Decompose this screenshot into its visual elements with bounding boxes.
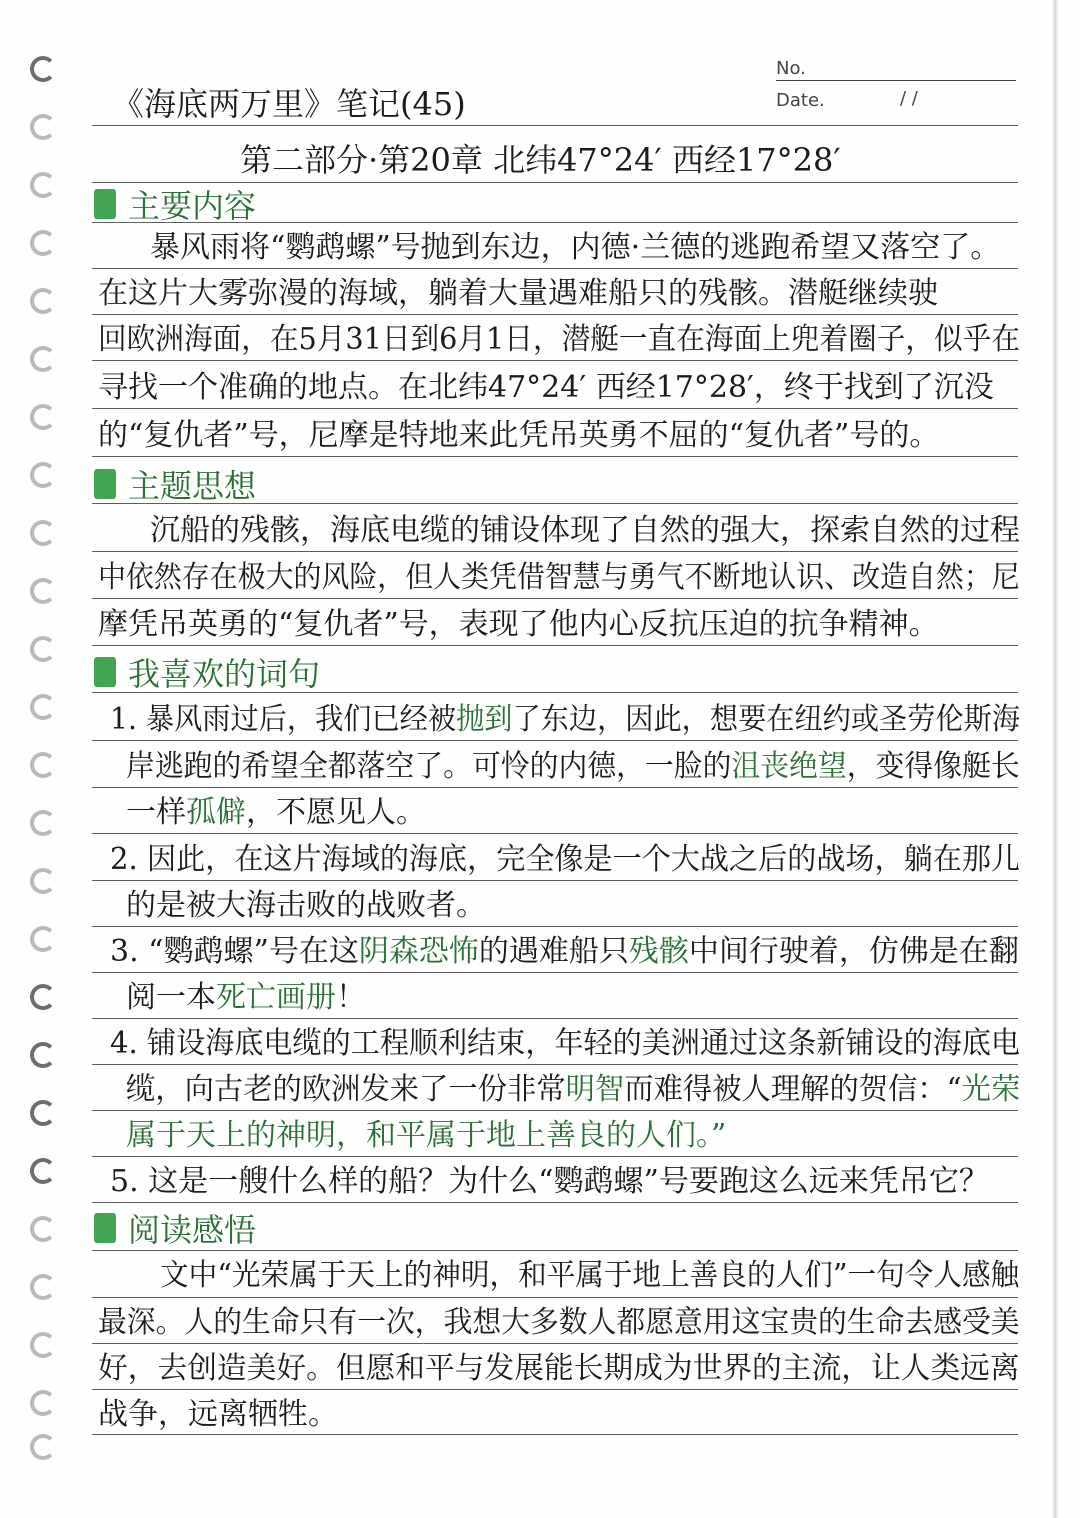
- rule-line: [92, 1434, 1018, 1435]
- theme-line: 沉船的残骸，海底电缆的铺设体现了自然的强大，探索自然的过程: [150, 513, 1020, 548]
- favorite-item-1-line-1: 1. 暴风雨过后，我们已经被抛到了东边，因此，想要在纽约或圣劳伦斯海: [110, 702, 1021, 737]
- binding-ring: [30, 1158, 56, 1184]
- rule-line: [92, 408, 1018, 409]
- rule-line: [92, 1156, 1018, 1157]
- favorite-item-1-line-2: 岸逃跑的希望全都落空了。可怜的内德，一脸的沮丧绝望，变得像艇长: [126, 749, 1020, 784]
- rule-line: [92, 787, 1018, 788]
- green-marker: [94, 657, 116, 687]
- main-content-line: 暴风雨将“鹦鹉螺”号抛到东边，内德·兰德的逃跑希望又落空了。: [150, 230, 1001, 265]
- binding-ring: [30, 346, 56, 372]
- rule-line: [92, 740, 1018, 741]
- heading-text: 主要内容: [128, 187, 257, 225]
- section-heading-theme: [94, 464, 256, 504]
- reflection-line: 文中“光荣属于天上的神明，和平属于地上善良的人们”一句令人感触: [160, 1258, 1020, 1293]
- binding-ring: [30, 752, 56, 778]
- rule-line: [92, 360, 1018, 361]
- binding-ring: [30, 1042, 56, 1068]
- binding-ring: [30, 230, 56, 256]
- rule-line: [92, 1110, 1018, 1111]
- favorite-item-3-line-2: 阅一本死亡画册！: [126, 980, 366, 1015]
- reflection-line: 好，去创造美好。但愿和平与发展能长期成为世界的主流，让人类远离: [98, 1351, 1020, 1386]
- main-content-line: 在这片大雾弥漫的海域，躺着大量遇难船只的残骸。潜艇继续驶: [98, 276, 938, 311]
- heading-text: 阅读感悟: [128, 1211, 257, 1249]
- rule-line: [92, 926, 1018, 927]
- rule-line: [92, 456, 1018, 457]
- main-content-line: 的“复仇者”号，尼摩是特地来此凭吊英勇不屈的“复仇者”号的。: [98, 418, 940, 453]
- page-edge-shadow: [1052, 0, 1058, 1518]
- binding-ring: [30, 578, 56, 604]
- reflection-line: 战争，远离牺牲。: [98, 1397, 338, 1432]
- binding-ring: [30, 288, 56, 314]
- binding-ring: [30, 1274, 56, 1300]
- page-title: 《海底两万里》笔记(45): [112, 85, 466, 123]
- binding-ring: [30, 1216, 56, 1242]
- section-heading-favorite: [94, 652, 320, 692]
- binding-ring: [30, 636, 56, 662]
- rule-line: [92, 1202, 1018, 1203]
- rule-line: [92, 833, 1018, 834]
- main-content-line: 寻找一个准确的地点。在北纬47°24′ 西经17°28′，终于找到了沉没: [98, 370, 994, 405]
- rule-line: [92, 645, 1018, 646]
- rule-line: [92, 972, 1018, 973]
- favorite-item-3-line-1: 3. “鹦鹉螺”号在这阴森恐怖的遇难船只残骸中间行驶着，仿佛是在翻: [110, 934, 1019, 969]
- main-content-line: 回欧洲海面，在5月31日到6月1日，潜艇一直在海面上兜着圈子，似乎在: [98, 322, 1020, 357]
- binding-ring: [30, 1434, 56, 1460]
- favorite-item-1-line-3: 一样孤僻，不愿见人。: [126, 795, 426, 830]
- rule-line: [92, 1018, 1018, 1019]
- section-heading-main-content: [94, 184, 256, 224]
- heading-text: 主题思想: [128, 467, 257, 505]
- favorite-item-4-line-1: 4. 铺设海底电缆的工程顺利结束，年轻的美洲通过这条新铺设的海底电: [110, 1026, 1021, 1061]
- favorite-item-2-line-1: 2. 因此，在这片海域的海底，完全像是一个大战之后的战场，躺在那儿: [110, 842, 1021, 877]
- rule-line: [92, 1389, 1018, 1390]
- binding-ring: [30, 810, 56, 836]
- binding-ring: [30, 984, 56, 1010]
- rule-line: [92, 1343, 1018, 1344]
- binding-ring: [30, 1100, 56, 1126]
- no-line: [776, 80, 1016, 81]
- reflection-line: 最深。人的生命只有一次，我想大多数人都愿意用这宝贵的生命去感受美: [98, 1305, 1020, 1340]
- rule-line: [92, 125, 1018, 126]
- binding-ring: [30, 868, 56, 894]
- binding-ring: [30, 172, 56, 198]
- binding-ring: [30, 462, 56, 488]
- green-marker: [94, 189, 116, 219]
- binding-ring: [30, 694, 56, 720]
- green-marker: [94, 1213, 116, 1243]
- rule-line: [92, 551, 1018, 552]
- binding-ring: [30, 520, 56, 546]
- date-label: Date.: [776, 90, 825, 111]
- binding-ring: [30, 404, 56, 430]
- favorite-item-5-line-1: 5. 这是一艘什么样的船？为什么“鹦鹉螺”号要跑这么远来凭吊它？: [110, 1164, 989, 1199]
- rule-line: [92, 880, 1018, 881]
- rule-line: [92, 598, 1018, 599]
- heading-text: 我喜欢的词句: [128, 655, 321, 693]
- rule-line: [92, 314, 1018, 315]
- green-marker: [94, 469, 116, 499]
- favorite-item-4-line-2: 缆，向古老的欧洲发来了一份非常明智而难得被人理解的贺信：“光荣: [126, 1072, 1021, 1107]
- favorite-item-2-line-2: 的是被大海击败的战败者。: [126, 888, 486, 923]
- rule-line: [92, 1064, 1018, 1065]
- date-separators: / /: [900, 88, 918, 109]
- binding-ring: [30, 1390, 56, 1416]
- rule-line: [92, 268, 1018, 269]
- binding-ring: [30, 926, 56, 952]
- rule-line: [92, 1297, 1018, 1298]
- binding-ring: [30, 56, 56, 82]
- no-label: No.: [776, 58, 806, 79]
- theme-line: 摩凭吊英勇的“复仇者”号，表现了他内心反抗压迫的抗争精神。: [98, 607, 939, 642]
- theme-line: 中依然存在极大的风险，但人类凭借智慧与勇气不断地认识、改造自然；尼: [98, 560, 1020, 595]
- binding-ring: [30, 1332, 56, 1358]
- section-heading-reflection: [94, 1208, 256, 1248]
- favorite-item-4-line-3: 属于天上的神明，和平属于地上善良的人们。”: [126, 1118, 727, 1153]
- chapter-line: 第二部分·第20章 北纬47°24′ 西经17°28′: [240, 141, 841, 179]
- binding-ring: [30, 114, 56, 140]
